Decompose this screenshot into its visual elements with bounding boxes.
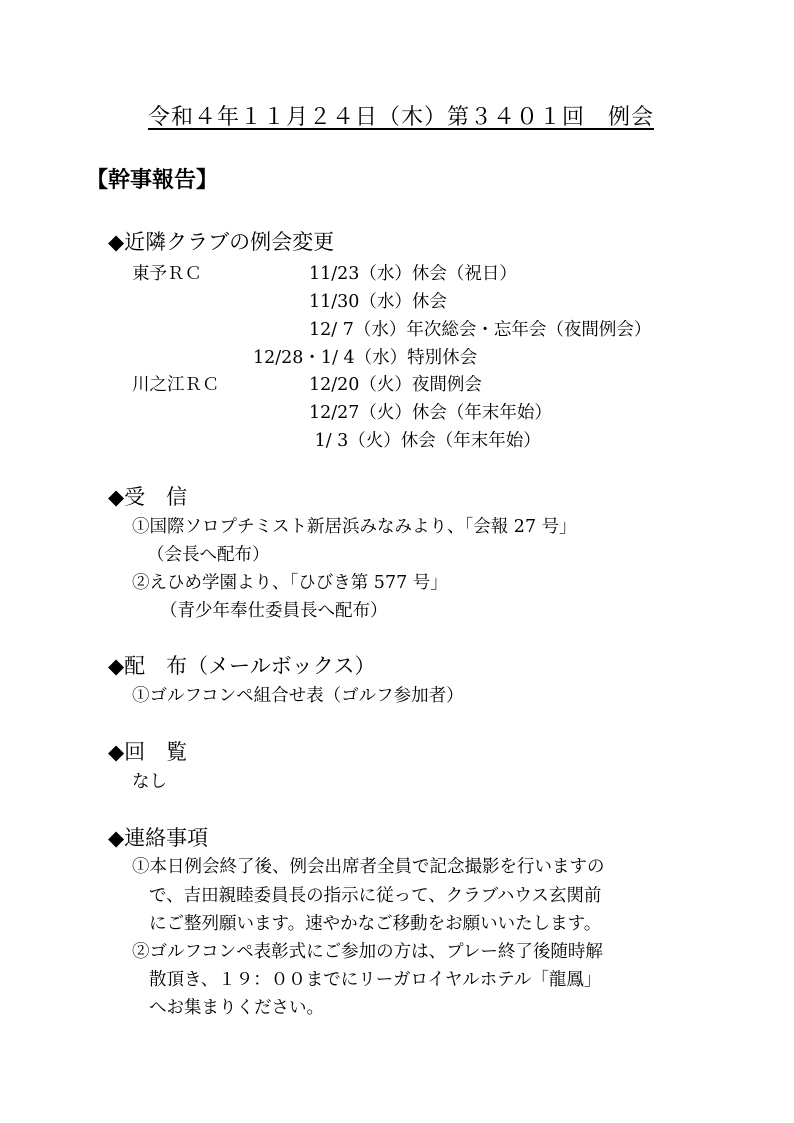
list-item: ①本日例会終了後、例会出席者全員で記念撮影を行いますの <box>132 857 605 877</box>
list-item: なし <box>132 772 167 792</box>
list-item: ①ゴルフコンペ組合せ表（ゴルフ参加者） <box>132 686 464 706</box>
list-item: 散頂き、１９：００までにリーガロイヤルホテル「龍鳳」 <box>149 970 602 990</box>
schedule-line: 11/23（水）休会（祝日） <box>309 264 517 284</box>
list-item: （青少年奉仕委員長へ配布） <box>160 601 388 621</box>
report-heading: 【幹事報告】 <box>86 167 219 193</box>
section-heading-distribution: ◆配 布（メールボックス） <box>108 654 376 678</box>
section-heading-contact: ◆連絡事項 <box>108 826 209 850</box>
list-item: （会長へ配布） <box>147 545 270 565</box>
schedule-line: 12/27（火）休会（年末年始） <box>309 403 552 423</box>
list-item: にご整列願います。速やかなご移動をお願いいたします。 <box>149 914 602 934</box>
section-heading-circulation: ◆回 覧 <box>108 740 188 764</box>
schedule-line: 12/ 7（水）年次総会・忘年会（夜間例会） <box>309 320 652 340</box>
section-heading-neighbor: ◆近隣クラブの例会変更 <box>108 230 335 254</box>
schedule-line: 12/28・1/ 4（水）特別休会 <box>253 348 478 368</box>
club-name: 川之江ＲＣ <box>132 375 220 395</box>
list-item: へお集まりください。 <box>149 998 324 1018</box>
schedule-line: 12/20（火）夜間例会 <box>309 375 482 395</box>
list-item: で、吉田親睦委員長の指示に従って、クラブハウス玄関前 <box>149 886 602 906</box>
club-name: 東予ＲＣ <box>132 264 202 284</box>
schedule-line: 11/30（水）休会 <box>309 292 447 312</box>
list-item: ①国際ソロプチミスト新居浜みなみより、「会報 27 号」 <box>132 517 577 537</box>
list-item: ②えひめ学園より、「ひびき第 577 号」 <box>132 573 448 593</box>
section-heading-received: ◆受 信 <box>108 485 188 509</box>
schedule-line: 1/ 3（火）休会（年末年始） <box>309 431 541 451</box>
page-title: 令和４年１１月２４日（木）第３４０１回 例会 <box>148 105 655 130</box>
list-item: ②ゴルフコンペ表彰式にご参加の方は、プレー終了後随時解 <box>132 942 603 962</box>
